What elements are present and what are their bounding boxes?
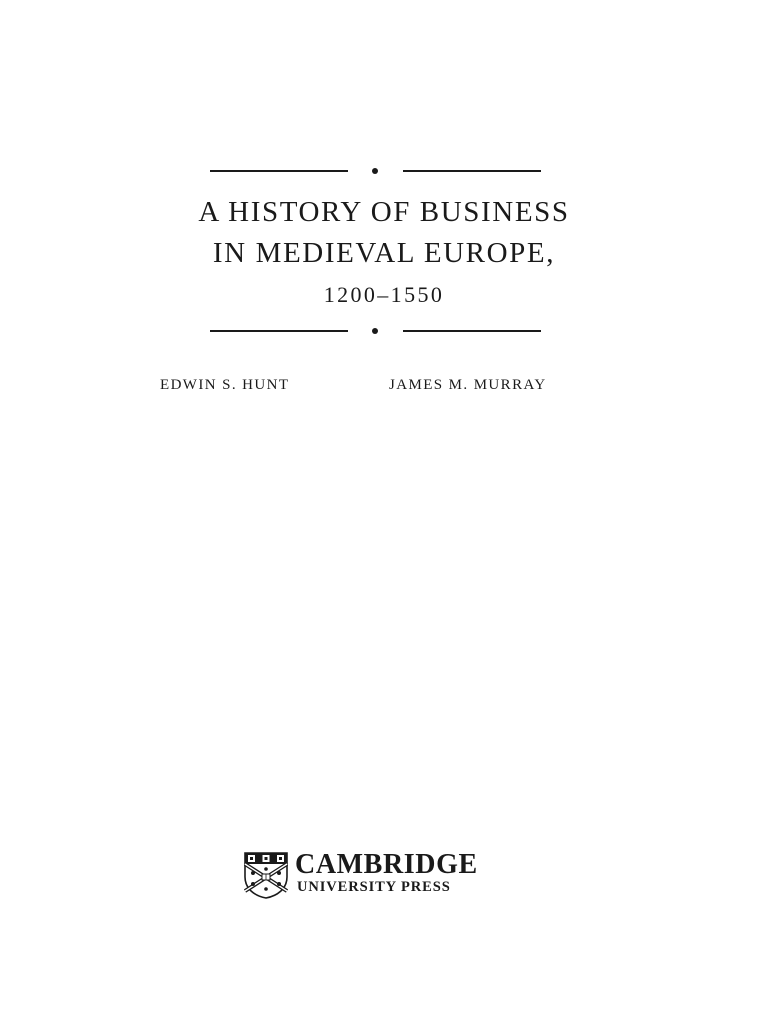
ornament-rule-right: [403, 330, 541, 332]
publisher-subtitle: UNIVERSITY PRESS: [297, 879, 451, 895]
book-title-dates: 1200–1550: [323, 282, 445, 307]
author-name: EDWIN S. HUNT: [160, 377, 290, 393]
ornament-rule-right: [403, 170, 541, 172]
bottom-ornament-rule: [0, 325, 768, 337]
publisher-imprint: [243, 851, 523, 901]
ornament-dot-icon: [372, 328, 378, 334]
ornament-rule-left: [210, 330, 348, 332]
top-ornament-rule: [0, 165, 768, 177]
ornament-rule-left: [210, 170, 348, 172]
book-title-line-1: A HISTORY OF BUSINESS: [198, 196, 570, 228]
author-name: JAMES M. MURRAY: [389, 377, 547, 393]
book-title-line-2: IN MEDIEVAL EUROPE,: [212, 237, 556, 269]
cambridge-shield-icon: [243, 851, 289, 899]
publisher-name: CAMBRIDGE: [295, 849, 478, 880]
ornament-dot-icon: [372, 168, 378, 174]
